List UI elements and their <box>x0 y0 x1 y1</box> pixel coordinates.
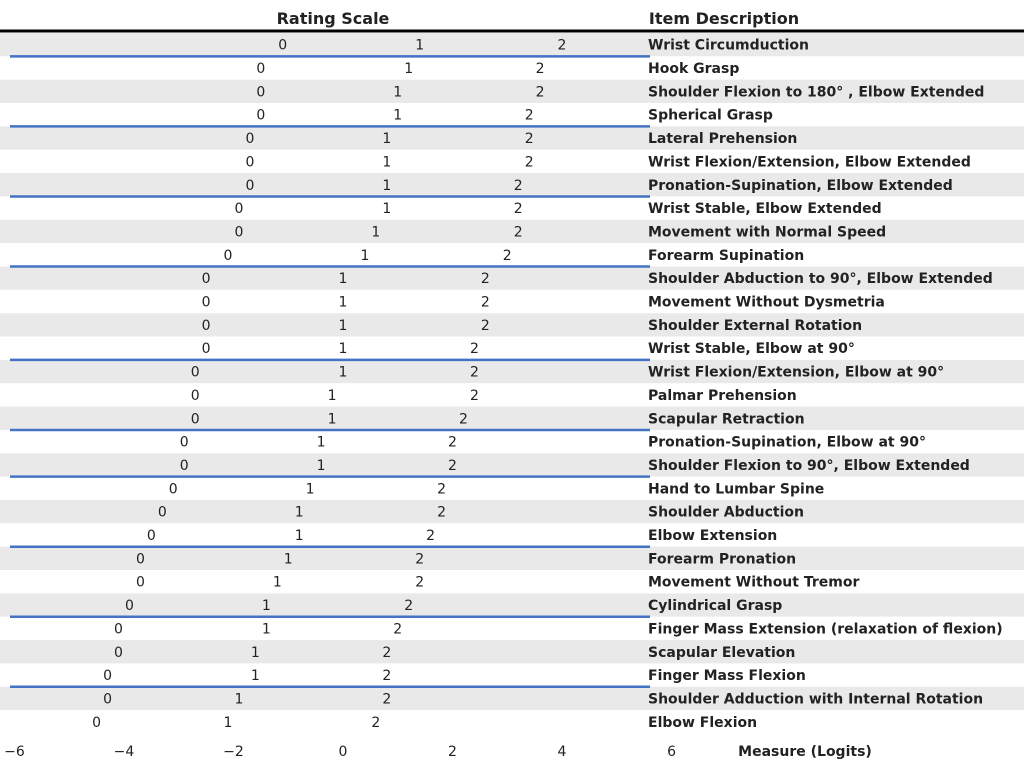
rating-level-2: 2 <box>480 294 490 311</box>
rating-level-0: 0 <box>135 574 145 591</box>
item-label: Wrist Stable, Elbow at 90° <box>648 341 855 358</box>
item-label: Lateral Prehension <box>648 131 798 148</box>
rating-level-0: 0 <box>179 434 189 451</box>
rating-level-2: 2 <box>382 668 392 685</box>
item-label: Spherical Grasp <box>648 107 773 124</box>
rating-level-0: 0 <box>114 621 123 638</box>
item-label: Forearm Pronation <box>648 551 797 568</box>
item-label: Shoulder Adduction with Internal Rotation <box>648 691 984 708</box>
row-stripe <box>0 663 1024 686</box>
rating-level-2: 2 <box>513 177 523 194</box>
rating-level-0: 0 <box>168 481 178 498</box>
rating-level-0: 0 <box>245 177 255 194</box>
rating-level-1: 1 <box>283 551 293 568</box>
rating-level-2: 2 <box>524 131 534 148</box>
x-tick-label: −6 <box>4 744 25 760</box>
rating-level-2: 2 <box>448 434 457 451</box>
row-stripe <box>0 500 1024 523</box>
rating-level-0: 0 <box>201 294 211 311</box>
row-stripe <box>0 126 1024 149</box>
x-tick-label: 0 <box>338 744 348 760</box>
item-label: Wrist Flexion/Extension, Elbow Extended <box>648 154 971 171</box>
rating-level-0: 0 <box>201 317 211 334</box>
rating-level-0: 0 <box>124 598 134 615</box>
rating-level-1: 1 <box>415 37 425 54</box>
rating-level-1: 1 <box>250 644 260 661</box>
x-tick-label: 2 <box>448 744 457 760</box>
rating-level-0: 0 <box>234 224 244 241</box>
rating-level-1: 1 <box>223 714 233 731</box>
item-label: Movement with Normal Speed <box>648 224 887 241</box>
rating-level-2: 2 <box>469 387 479 404</box>
rating-level-2: 2 <box>382 644 392 661</box>
item-label: Pronation-Supination, Elbow at 90° <box>648 434 926 451</box>
rating-level-2: 2 <box>415 574 425 591</box>
rating-level-1: 1 <box>294 504 304 521</box>
rating-level-0: 0 <box>256 84 266 101</box>
row-stripe <box>0 593 1024 616</box>
item-label: Shoulder Abduction <box>648 504 804 521</box>
item-label: Cylindrical Grasp <box>648 598 783 615</box>
x-tick-label: 6 <box>667 744 676 760</box>
row-stripe <box>0 313 1024 336</box>
item-label: Finger Mass Flexion <box>648 668 806 685</box>
item-label: Shoulder Flexion to 180° , Elbow Extended <box>648 84 985 101</box>
rating-level-1: 1 <box>272 574 282 591</box>
rating-level-0: 0 <box>201 341 211 358</box>
rating-level-0: 0 <box>190 411 200 428</box>
row-stripe <box>0 337 1024 360</box>
row-stripe <box>0 383 1024 406</box>
rating-level-1: 1 <box>338 364 348 381</box>
rating-level-1: 1 <box>382 201 392 218</box>
rating-level-0: 0 <box>256 107 266 124</box>
rating-level-0: 0 <box>146 528 156 545</box>
rating-level-2: 2 <box>513 224 523 241</box>
rating-level-2: 2 <box>371 714 381 731</box>
x-tick-label: 4 <box>557 744 567 760</box>
row-stripe <box>0 547 1024 570</box>
rating-level-1: 1 <box>305 481 315 498</box>
rating-level-2: 2 <box>448 457 457 474</box>
rating-level-0: 0 <box>114 644 123 661</box>
rating-level-1: 1 <box>261 621 271 638</box>
row-stripe <box>0 640 1024 663</box>
item-label: Wrist Flexion/Extension, Elbow at 90° <box>648 364 945 381</box>
item-label: Pronation-Supination, Elbow Extended <box>648 177 953 194</box>
rating-level-2: 2 <box>469 364 479 381</box>
item-label: Elbow Flexion <box>648 714 758 731</box>
item-description-header: Item Description <box>648 9 800 28</box>
rating-level-1: 1 <box>382 131 392 148</box>
x-tick-label: −4 <box>113 744 135 760</box>
rating-level-1: 1 <box>316 457 326 474</box>
item-label: Hand to Lumbar Spine <box>648 481 825 498</box>
rating-level-1: 1 <box>338 317 348 334</box>
rating-level-1: 1 <box>404 61 414 78</box>
rating-level-1: 1 <box>327 387 337 404</box>
item-label: Elbow Extension <box>648 528 778 545</box>
row-stripe <box>0 243 1024 266</box>
rating-level-2: 2 <box>426 528 436 545</box>
rating-level-2: 2 <box>404 598 414 615</box>
rating-level-2: 2 <box>524 154 534 171</box>
rating-level-2: 2 <box>502 247 512 264</box>
rating-level-2: 2 <box>415 551 425 568</box>
rating-level-0: 0 <box>179 457 189 474</box>
rating-level-1: 1 <box>234 691 244 708</box>
rating-level-1: 1 <box>393 107 403 124</box>
item-label: Shoulder Flexion to 90°, Elbow Extended <box>648 457 970 474</box>
rating-level-1: 1 <box>338 341 348 358</box>
item-label: Finger Mass Extension (relaxation of flexion) <box>648 621 1003 638</box>
rating-level-2: 2 <box>480 271 490 288</box>
rating-level-1: 1 <box>338 294 348 311</box>
row-stripe <box>0 477 1024 500</box>
row-stripe <box>0 103 1024 126</box>
item-label: Scapular Retraction <box>648 411 805 428</box>
rating-level-2: 2 <box>437 481 447 498</box>
item-label: Shoulder External Rotation <box>648 317 863 334</box>
rating-level-2: 2 <box>535 84 545 101</box>
rating-level-2: 2 <box>513 201 523 218</box>
rating-level-2: 2 <box>469 341 479 358</box>
rating-level-2: 2 <box>437 504 447 521</box>
rating-level-1: 1 <box>393 84 403 101</box>
item-label: Movement Without Tremor <box>648 574 860 591</box>
rating-level-2: 2 <box>557 37 567 54</box>
rating-level-1: 1 <box>338 271 348 288</box>
rating-level-1: 1 <box>327 411 337 428</box>
rating-level-1: 1 <box>382 154 392 171</box>
rating-level-1: 1 <box>371 224 381 241</box>
row-stripe <box>0 56 1024 79</box>
rating-level-1: 1 <box>360 247 370 264</box>
x-axis-ticks <box>4 744 676 760</box>
item-label: Scapular Elevation <box>648 644 796 661</box>
rating-level-1: 1 <box>294 528 304 545</box>
rating-level-0: 0 <box>92 714 102 731</box>
x-tick-label: −2 <box>223 744 244 760</box>
rating-level-0: 0 <box>278 37 288 54</box>
row-stripe <box>0 710 1024 733</box>
rating-level-0: 0 <box>245 131 255 148</box>
item-label: Wrist Stable, Elbow Extended <box>648 201 882 218</box>
rating-level-2: 2 <box>393 621 403 638</box>
rating-scale-header: Rating Scale <box>276 9 390 28</box>
row-stripe <box>0 33 1024 56</box>
rating-level-0: 0 <box>190 364 200 381</box>
rating-level-1: 1 <box>261 598 271 615</box>
rating-level-0: 0 <box>103 668 113 685</box>
rating-level-0: 0 <box>256 61 266 78</box>
rating-level-2: 2 <box>458 411 468 428</box>
item-label: Shoulder Abduction to 90°, Elbow Extended <box>648 271 993 288</box>
rating-level-0: 0 <box>245 154 255 171</box>
item-label: Palmar Prehension <box>648 387 797 404</box>
rating-level-2: 2 <box>480 317 490 334</box>
item-label: Wrist Circumduction <box>648 37 809 54</box>
rating-level-0: 0 <box>157 504 167 521</box>
item-label: Movement Without Dysmetria <box>648 294 885 311</box>
rating-level-2: 2 <box>524 107 534 124</box>
row-stripe <box>0 407 1024 430</box>
rating-level-1: 1 <box>382 177 392 194</box>
rating-level-0: 0 <box>201 271 211 288</box>
rating-level-1: 1 <box>316 434 326 451</box>
rating-level-2: 2 <box>535 61 545 78</box>
row-stripe <box>0 570 1024 593</box>
rating-level-1: 1 <box>250 668 260 685</box>
item-label: Hook Grasp <box>648 61 740 78</box>
rating-level-0: 0 <box>103 691 113 708</box>
rating-level-0: 0 <box>190 387 200 404</box>
item-label: Forearm Supination <box>648 247 805 264</box>
x-axis-title: Measure (Logits) <box>738 744 872 760</box>
rating-level-0: 0 <box>234 201 244 218</box>
rating-level-0: 0 <box>223 247 233 264</box>
rating-level-2: 2 <box>382 691 392 708</box>
rating-level-0: 0 <box>135 551 145 568</box>
